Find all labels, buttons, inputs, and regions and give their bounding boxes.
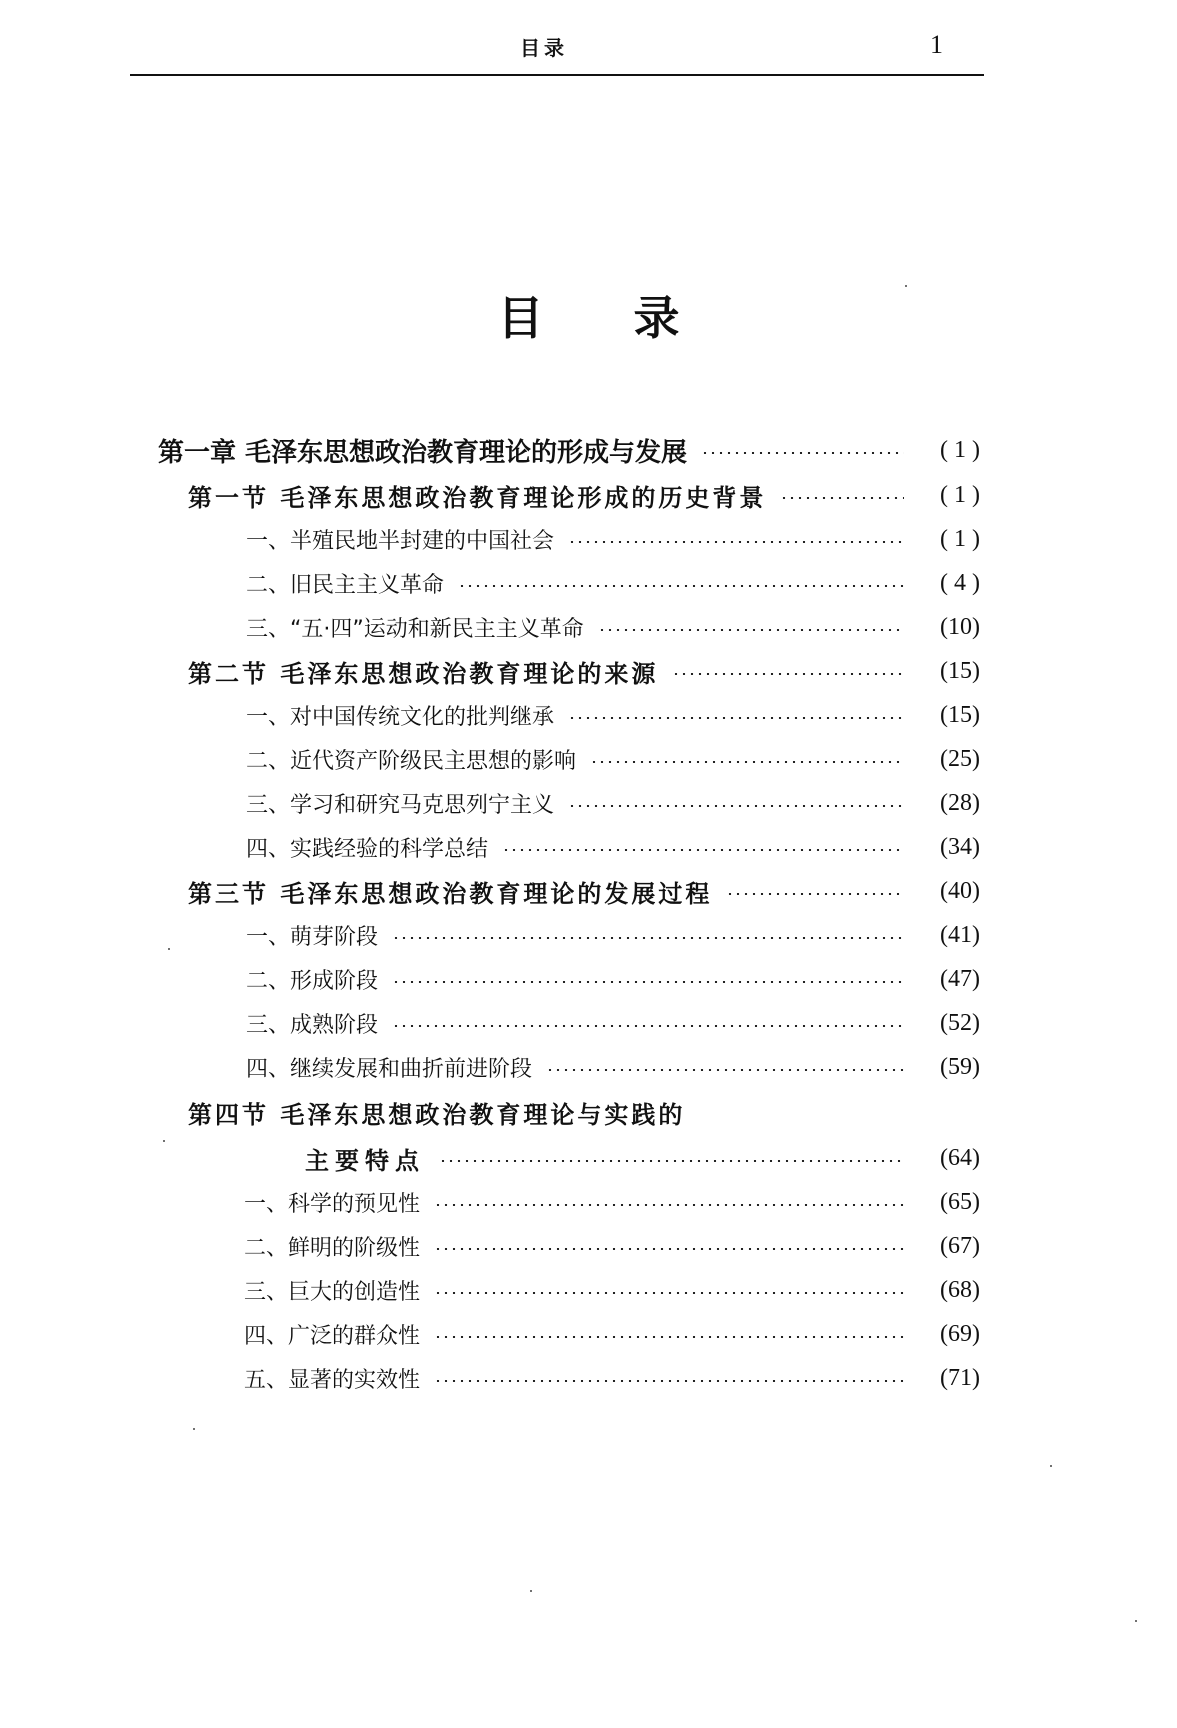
toc-entry-label: 二、旧民主主义革命 <box>246 572 445 598</box>
toc-entry-page: (65) <box>940 1188 980 1215</box>
toc-entry-label: 四、实践经验的科学总结 <box>246 836 489 862</box>
toc-entry-page: (41) <box>940 921 980 948</box>
dot-leader <box>726 893 904 895</box>
toc-entry-page: (47) <box>940 965 980 992</box>
contents-title-char-2: 录 <box>633 291 680 345</box>
toc-entry-label: 第一章 毛泽东思想政治教育理论的形成与发展 <box>158 437 688 468</box>
dot-leader <box>568 717 904 719</box>
contents-title-char-1: 目 <box>497 291 544 345</box>
toc-section-4[interactable] <box>188 1092 980 1132</box>
toc-entry-label: 三、成熟阶段 <box>246 1012 379 1038</box>
toc-section-4-continued[interactable] <box>305 1138 980 1178</box>
header-rule <box>130 74 984 76</box>
dot-leader <box>434 1380 904 1382</box>
scan-speck <box>905 285 907 287</box>
dot-leader <box>672 673 904 675</box>
dot-leader <box>780 497 904 499</box>
toc-entry-page: (15) <box>940 657 980 684</box>
running-title: 目录 <box>520 36 568 60</box>
dot-leader <box>701 452 904 454</box>
toc-item[interactable] <box>244 1358 980 1398</box>
toc-entry-page: (52) <box>940 1009 980 1036</box>
toc-item[interactable] <box>244 1270 980 1310</box>
toc-entry-page: (34) <box>940 833 980 860</box>
toc-item[interactable] <box>246 607 980 647</box>
toc-entry-label: 四、广泛的群众性 <box>244 1323 421 1349</box>
dot-leader <box>434 1336 904 1338</box>
dot-leader <box>439 1160 904 1162</box>
toc-entry-page: (15) <box>940 701 980 728</box>
scan-speck <box>530 1590 532 1592</box>
toc-item[interactable] <box>246 1003 980 1043</box>
toc-entry-label: 四、继续发展和曲折前进阶段 <box>246 1056 533 1082</box>
toc-item[interactable] <box>246 695 980 735</box>
scan-speck <box>168 948 170 950</box>
toc-entry-page: ( 4 ) <box>940 569 980 596</box>
toc-entry-label: 一、半殖民地半封建的中国社会 <box>246 528 555 554</box>
toc-entry-page: ( 1 ) <box>940 436 980 463</box>
dot-leader <box>546 1069 904 1071</box>
toc-entry-page: (59) <box>940 1053 980 1080</box>
toc-entry-page: (25) <box>940 745 980 772</box>
toc-section-2[interactable] <box>188 651 980 691</box>
toc-entry-label: 三、学习和研究马克思列宁主义 <box>246 792 555 818</box>
toc-entry-page: (10) <box>940 613 980 640</box>
toc-item[interactable] <box>246 739 980 779</box>
toc-entry-label: 二、近代资产阶级民主思想的影响 <box>246 748 577 774</box>
dot-leader <box>434 1292 904 1294</box>
contents-title <box>0 282 1177 348</box>
toc-entry-page: (40) <box>940 877 980 904</box>
toc-item[interactable] <box>244 1182 980 1222</box>
dot-leader <box>434 1248 904 1250</box>
toc-entry-label: 第四节 毛泽东思想政治教育理论与实践的 <box>188 1099 686 1129</box>
toc-item[interactable] <box>246 827 980 867</box>
toc-section-1[interactable] <box>188 475 980 515</box>
dot-leader <box>568 805 904 807</box>
dot-leader <box>568 541 904 543</box>
toc-item[interactable] <box>246 783 980 823</box>
toc-entry-label: 主要特点 <box>305 1145 425 1175</box>
scan-speck <box>193 1428 195 1430</box>
toc-entry-label: 一、对中国传统文化的批判继承 <box>246 704 555 730</box>
toc-entry-label: 二、鲜明的阶级性 <box>244 1235 421 1261</box>
scan-speck <box>1050 1465 1052 1467</box>
dot-leader <box>502 849 904 851</box>
scan-speck <box>1135 1620 1137 1622</box>
toc-entry-page: (69) <box>940 1320 980 1347</box>
toc-entry-page: (71) <box>940 1364 980 1391</box>
dot-leader <box>392 981 904 983</box>
dot-leader <box>598 629 904 631</box>
toc-item[interactable] <box>246 959 980 999</box>
toc-chapter-1[interactable] <box>158 430 980 470</box>
toc-entry-label: 三、巨大的创造性 <box>244 1279 421 1305</box>
toc-section-3[interactable] <box>188 871 980 911</box>
toc-entry-page: (28) <box>940 789 980 816</box>
toc-item[interactable] <box>246 519 980 559</box>
dot-leader <box>458 585 904 587</box>
toc-entry-label: 第二节 毛泽东思想政治教育理论的来源 <box>188 658 659 688</box>
toc-entry-page: (68) <box>940 1276 980 1303</box>
toc-item[interactable] <box>244 1314 980 1354</box>
running-header <box>0 0 1177 80</box>
dot-leader <box>590 761 904 763</box>
dot-leader <box>392 1025 904 1027</box>
toc-item[interactable] <box>244 1226 980 1266</box>
toc-entry-label: 一、萌芽阶段 <box>246 924 379 950</box>
scan-speck <box>163 1140 165 1142</box>
dot-leader <box>434 1204 904 1206</box>
toc-entry-page: ( 1 ) <box>940 525 980 552</box>
toc-entry-label: 五、显著的实效性 <box>244 1367 421 1393</box>
toc-entry-label: 一、科学的预见性 <box>244 1191 421 1217</box>
dot-leader <box>392 937 904 939</box>
toc-entry-label: 三、“五·四”运动和新民主主义革命 <box>246 616 584 642</box>
page-number: 1 <box>930 30 943 59</box>
toc-entry-page: (64) <box>940 1144 980 1171</box>
toc-entry-label: 第三节 毛泽东思想政治教育理论的发展过程 <box>188 878 713 908</box>
toc-entry-page: ( 1 ) <box>940 481 980 508</box>
toc-item[interactable] <box>246 563 980 603</box>
toc-entry-label: 第一节 毛泽东思想政治教育理论形成的历史背景 <box>188 482 767 512</box>
toc-entry-label: 二、形成阶段 <box>246 968 379 994</box>
toc-item[interactable] <box>246 1047 980 1087</box>
toc-entry-page: (67) <box>940 1232 980 1259</box>
toc-item[interactable] <box>246 915 980 955</box>
